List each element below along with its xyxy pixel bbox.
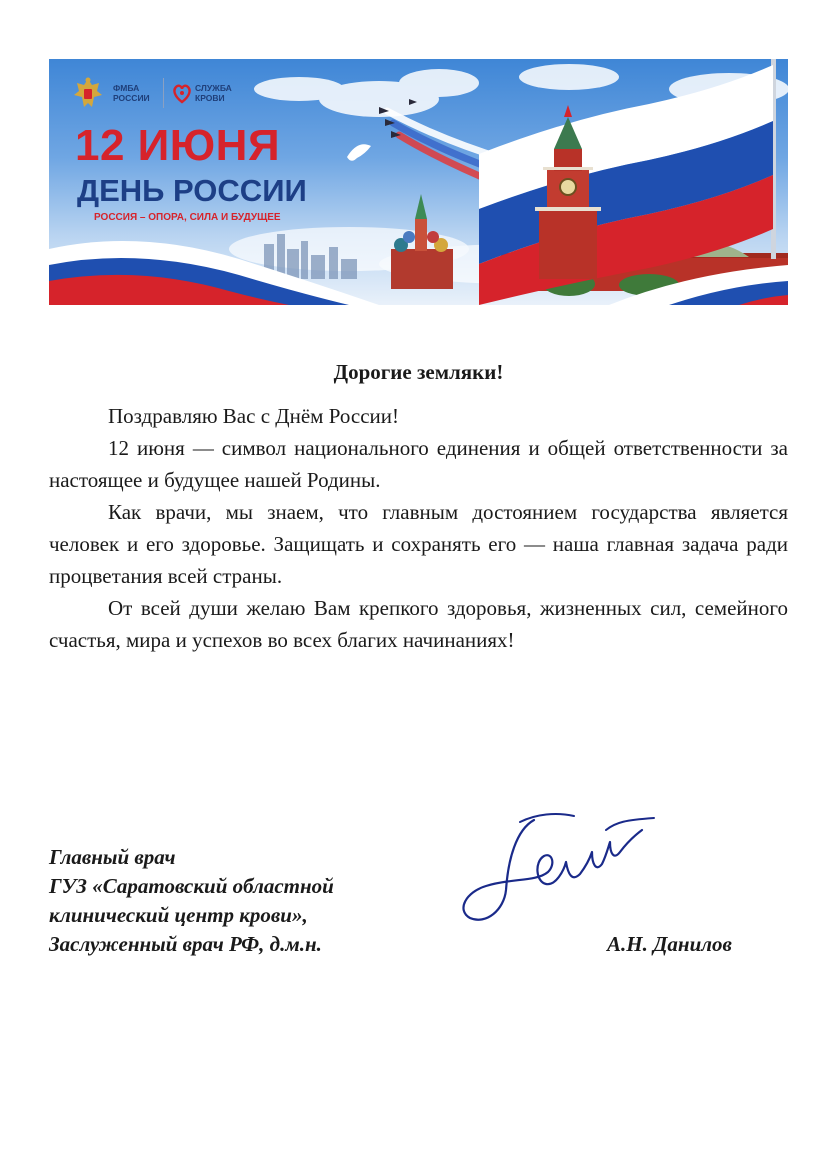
holiday-banner [49,59,788,305]
letter-paragraph: От всей души желаю Вам крепкого здоровья, жизненных сил, семейного счастья, мира и успехов во всех благих начинаниях! [49,596,788,652]
letter-paragraph: Поздравляю Вас с Днём России! [108,404,399,428]
cathedral [391,194,453,289]
headline-title: ДЕНЬ РОССИИ [77,173,307,208]
banner-logos [71,73,245,113]
blood-service-heart-icon [172,82,192,104]
role-line: ГУЗ «Саратовский областной [49,874,334,898]
letter-greeting: Дорогие земляки! [333,360,504,384]
headline-date: 12 ИЮНЯ [75,121,281,170]
signatory-role [49,843,449,959]
role-line: Главный врач [49,845,176,869]
role-line: Заслуженный врач РФ, д.м.н. [49,932,322,956]
signatory-name: А.Н. Данилов [607,932,732,956]
role-line: клинический центр крови», [49,903,308,927]
banner-tagline: РОССИЯ – ОПОРА, СИЛА И БУДУЩЕЕ [94,212,281,223]
letter-paragraph: 12 июня — символ национального единения и общей ответственности за настоящее и будущее нашей Родины. [49,436,788,492]
logo-divider [163,78,164,108]
letter-body [49,400,788,656]
blood-service-logo-text: СЛУЖБА КРОВИ [195,83,232,103]
dove [347,144,371,161]
fmba-logo-text: ФМБА РОССИИ [113,83,150,103]
letter-paragraph: Как врачи, мы знаем, что главным достоянием государства является человек и его здоровье. Защищать и сохранять его — наша главная задача ради процветания всей страны. [49,500,788,588]
handwritten-signature [456,800,666,930]
double-headed-eagle-icon [71,75,105,111]
